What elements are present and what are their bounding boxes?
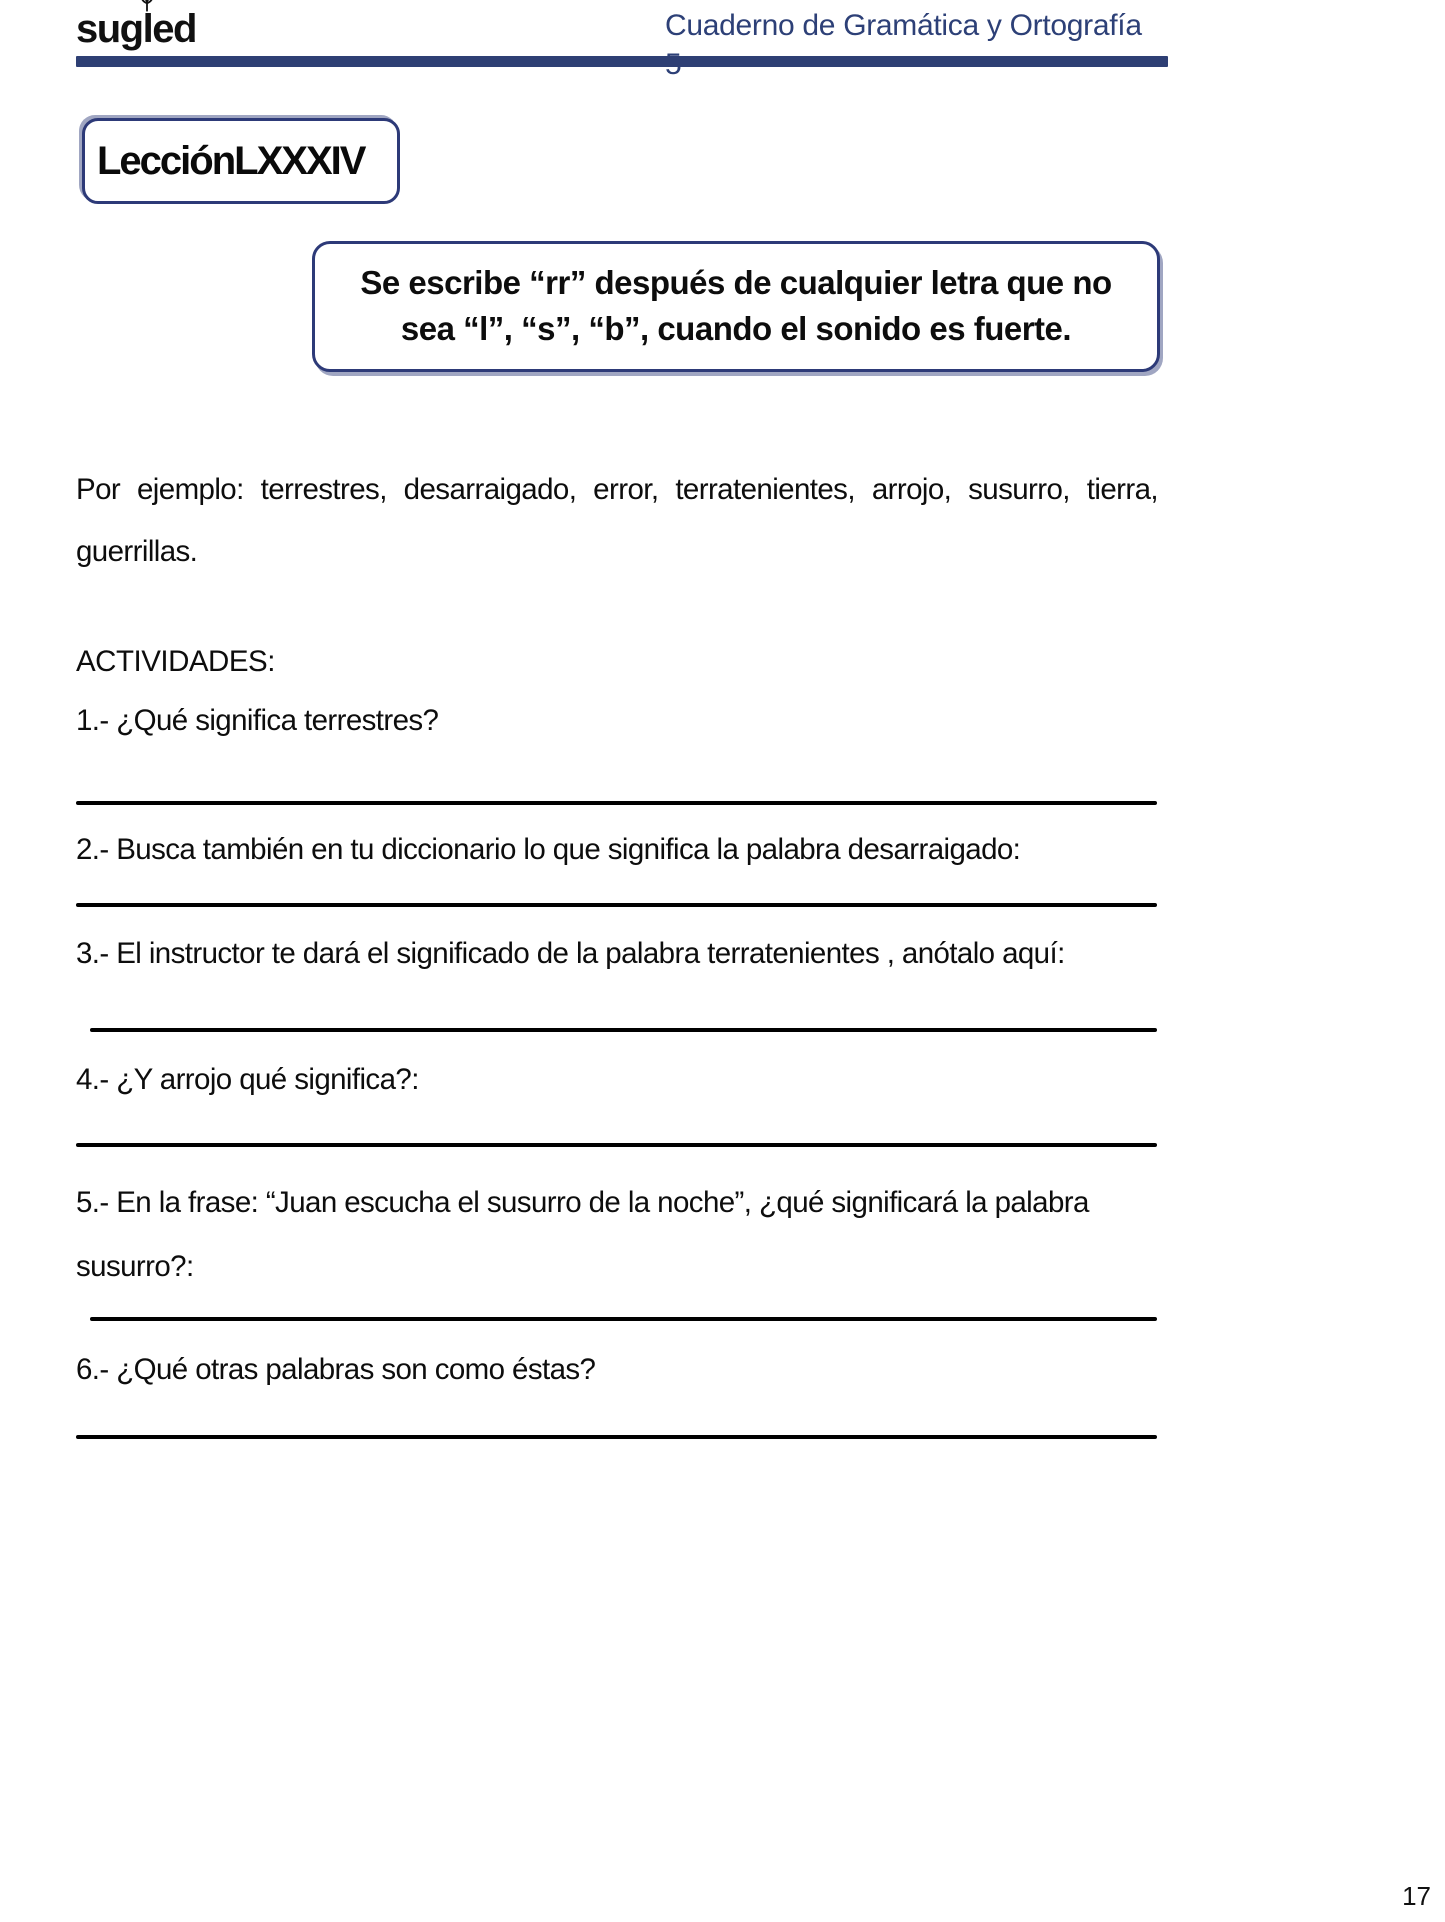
grammar-rule-box [312, 241, 1160, 372]
answer-blank-line-6 [76, 1435, 1157, 1439]
logo-text-part1: sug [76, 7, 143, 51]
question-5-text-line2: susurro?: [76, 1250, 194, 1283]
lesson-title: LecciónLXXXIV [97, 138, 365, 183]
answer-blank-line-4 [76, 1143, 1157, 1147]
question-6 [76, 1352, 595, 1388]
grammar-rule-line2: sea “l”, “s”, “b”, cuando el sonido es fuerte. [400, 310, 1072, 347]
lesson-badge [82, 118, 400, 204]
answer-blank-line-1 [76, 801, 1157, 805]
sprout-icon [138, 0, 156, 13]
question-1 [76, 703, 438, 739]
example-line2: guerrillas. [76, 535, 198, 568]
header-divider-rule [76, 56, 1168, 67]
answer-blank-line-2 [76, 903, 1157, 907]
example-line1: Por ejemplo: terrestres, desarraigado, error, terratenientes, arrojo, susurro, tierra, [76, 473, 1158, 506]
logo-text-part2: l [142, 7, 153, 51]
question-4-text: 4.- ¿Y arrojo qué significa?: [76, 1063, 419, 1096]
question-1-text: 1.- ¿Qué significa terrestres? [76, 704, 439, 737]
question-5 [76, 1185, 1089, 1285]
question-5-text-line1: 5.- En la frase: “Juan escucha el susurro de la noche”, ¿qué significará la palabra [76, 1186, 1089, 1219]
question-6-text: 6.- ¿Qué otras palabras son como éstas? [76, 1353, 596, 1386]
question-3 [76, 936, 1065, 972]
header-title-line1: Cuaderno de Gramática y Ortografía [665, 9, 1142, 42]
question-3-text: 3.- El instructor te dará el significado de la palabra terratenientes , anótalo aquí: [76, 937, 1065, 970]
header-title [665, 6, 1142, 84]
question-2 [76, 832, 1020, 868]
page-number: 17 [1402, 1881, 1431, 1911]
example-paragraph [76, 472, 1158, 570]
question-2-text: 2.- Busca también en tu diccionario lo que significa la palabra desarraigado: [76, 833, 1021, 866]
answer-blank-line-5 [90, 1317, 1157, 1321]
logo-text-part3: ed [152, 7, 196, 51]
question-4 [76, 1062, 419, 1098]
activities-heading: ACTIVIDADES: [76, 645, 275, 678]
answer-blank-line-3 [90, 1028, 1157, 1032]
grammar-rule-line1: Se escribe “rr” después de cualquier letra que no [360, 264, 1112, 301]
logo [76, 7, 196, 51]
